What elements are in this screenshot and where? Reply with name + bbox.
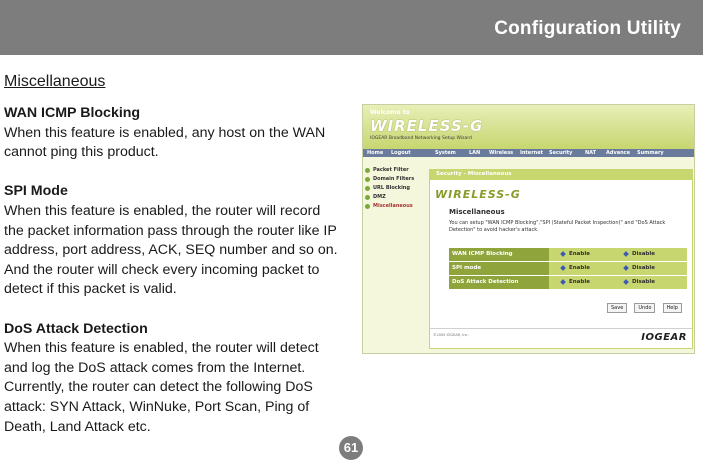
screenshot-header [363, 105, 694, 149]
page-number: 61 [339, 436, 363, 460]
disable-radio[interactable]: Disable [624, 276, 655, 289]
screenshot-nav [363, 149, 694, 157]
text-dos-attack: When this feature is enabled, the router will detect and log the DoS attack comes from the Internet. Currently, the router can detect the following DoS attack: SYN Attack, WinNuke, Port Scan, Ping of Death, Land Attack etc. [4, 340, 319, 435]
panel-heading: Miscellaneous [449, 208, 505, 216]
screenshot-subtitle: IOGEAR Broadband Networking Setup Wizard [370, 136, 472, 141]
panel-footer [430, 328, 692, 349]
settings-table [449, 248, 687, 290]
nav-summary[interactable]: Summary [637, 150, 664, 156]
iogear-logo: IOGEAR [641, 332, 687, 343]
enable-radio[interactable]: Enable [561, 276, 590, 289]
heading-wan-icmp: WAN ICMP Blocking [4, 105, 141, 121]
panel-buttons [605, 294, 682, 313]
text-spi-mode: When this feature is enabled, the router will record the packet information pass through the router like IP address, port address, ACK, SEQ number and so on. And the router will check every incoming packet to detect if this packet is valid. [4, 202, 338, 298]
nav-logout[interactable]: Logout [391, 150, 411, 156]
menu-domain-filters[interactable]: Domain Filters [363, 176, 423, 185]
body-text [4, 104, 339, 457]
save-button[interactable]: Save [607, 303, 627, 313]
screenshot-side-menu [363, 167, 423, 212]
panel-header [430, 170, 692, 180]
nav-internet[interactable]: Internet [520, 150, 544, 156]
copyright-text: ©2005 IOGEAR, Inc. [433, 333, 469, 337]
undo-button[interactable]: Undo [634, 303, 655, 313]
row-label: WAN ICMP Blocking [449, 248, 549, 261]
disable-radio[interactable]: Disable [624, 262, 655, 275]
nav-nat[interactable]: NAT [585, 150, 597, 156]
nav-home[interactable]: Home [367, 150, 384, 156]
heading-dos-attack: DoS Attack Detection [4, 320, 148, 337]
nav-system[interactable]: System [435, 150, 456, 156]
nav-advance[interactable]: Advance [606, 150, 630, 156]
nav-wireless[interactable]: Wireless [489, 150, 514, 156]
panel-header-title: Security - Miscellaneous [436, 171, 512, 177]
router-screenshot [362, 104, 695, 354]
row-dos-attack [449, 276, 687, 289]
heading-spi-mode: SPI Mode [4, 183, 68, 200]
nav-lan[interactable]: LAN [469, 150, 481, 156]
screenshot-panel [429, 169, 693, 349]
enable-radio[interactable]: Enable [561, 262, 590, 275]
wireless-g-logo: WIRELESS-G [370, 117, 484, 135]
row-label: SPI mode [449, 262, 549, 275]
disable-radio[interactable]: Disable [624, 248, 655, 261]
nav-security[interactable]: Security [549, 150, 573, 156]
menu-dmz[interactable]: DMZ [363, 194, 423, 203]
menu-miscellaneous[interactable]: Miscellaneous [363, 203, 423, 212]
row-wan-icmp [449, 248, 687, 261]
menu-url-blocking[interactable]: URL Blocking [363, 185, 423, 194]
enable-radio[interactable]: Enable [561, 248, 590, 261]
section-title: Miscellaneous [4, 73, 106, 90]
panel-logo: WIRELESS-G [435, 188, 521, 201]
row-spi-mode [449, 262, 687, 275]
row-label: DoS Attack Detection [449, 276, 549, 289]
menu-packet-filter[interactable]: Packet Filter [363, 167, 423, 176]
help-button[interactable]: Help [663, 303, 682, 313]
text-wan-icmp: When this feature is enabled, any host on the WAN cannot ping this product. [4, 124, 326, 161]
header-title: Configuration Utility [494, 18, 681, 39]
screenshot-welcome: Welcome to [370, 109, 410, 116]
header-bar [0, 0, 703, 55]
panel-description: You can setup "WAN ICMP Blocking","SPI (Stateful Packet Inspection)" and "DoS Attack Detection" to avoid hacker's attack. [449, 220, 666, 233]
